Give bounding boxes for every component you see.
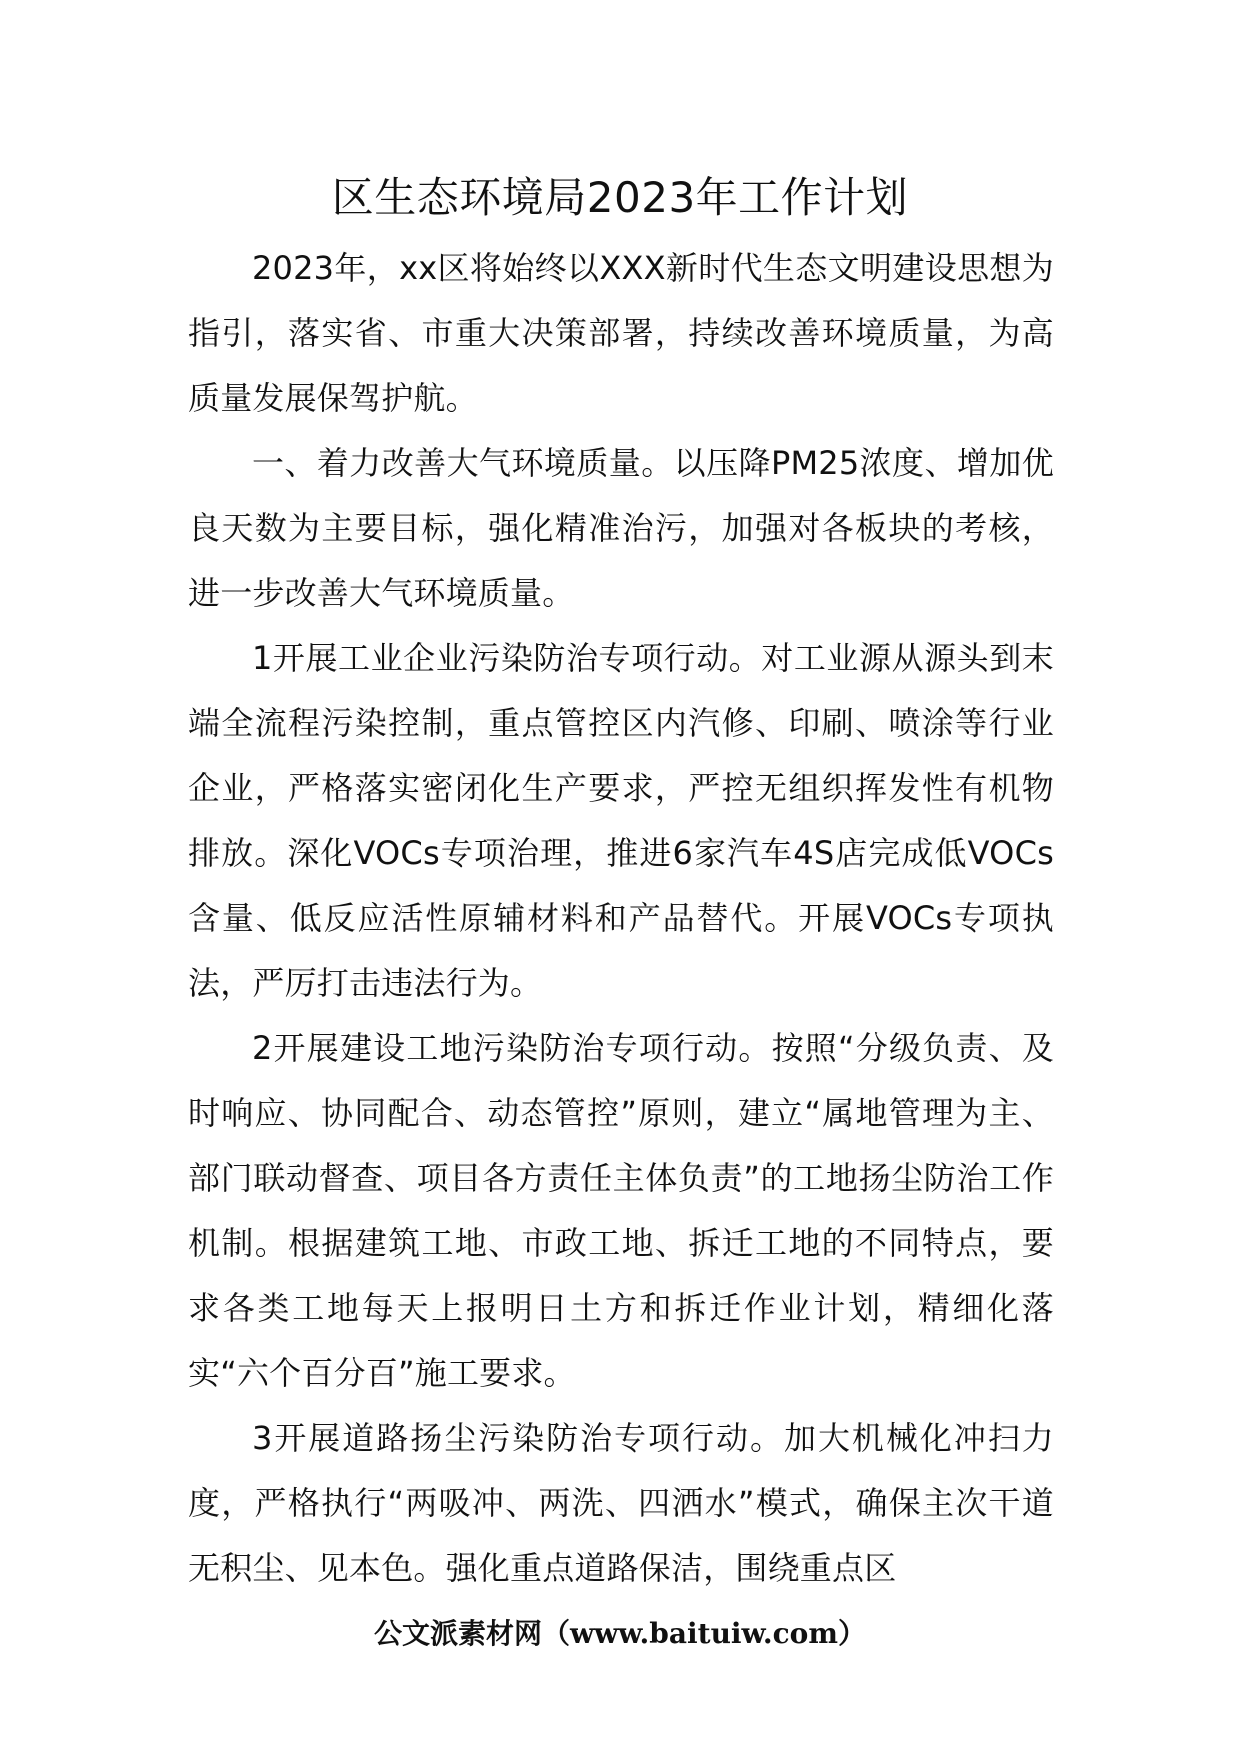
paragraph-item-3: 3开展道路扬尘污染防治专项行动。加大机械化冲扫力度，严格执行“两吸冲、两洗、四洒水”模式，确保主次干道无积尘、见本色。强化重点道路保洁，围绕重点区 xyxy=(188,1419,1054,1587)
document-title: 区生态环境局2023年工作计划 xyxy=(331,173,909,222)
paragraph-intro: 2023年，xx区将始终以XXX新时代生态文明建设思想为指引，落实省、市重大决策部署，持续改善环境质量，为高质量发展保驾护航。 xyxy=(188,249,1054,417)
paragraph-item-1: 1开展工业企业污染防治专项行动。对工业源从源头到末端全流程污染控制，重点管控区内汽修、印刷、喷涂等行业企业，严格落实密闭化生产要求，严控无组织挥发性有机物排放。深化VOCs专项治理，推进6家汽车4S店完成低VOCs含量、低反应活性原辅材料和产品替代。开展VOCs专项执法，严厉打击违法行为。 xyxy=(188,639,1054,1002)
footer-watermark: 公文派素材网（www.baituiw.com） xyxy=(374,1617,866,1650)
paragraph-section-1: 一、着力改善大气环境质量。以压降PM25浓度、增加优良天数为主要目标，强化精准治污，加强对各板块的考核，进一步改善大气环境质量。 xyxy=(188,444,1054,612)
paragraph-item-2: 2开展建设工地污染防治专项行动。按照“分级负责、及时响应、协同配合、动态管控”原则，建立“属地管理为主、部门联动督查、项目各方责任主体负责”的工地扬尘防治工作机制。根据建筑工地、市政工地、拆迁工地的不同特点，要求各类工地每天上报明日土方和拆迁作业计划，精细化落实“六个百分百”施工要求。 xyxy=(188,1029,1054,1392)
document-body xyxy=(188,236,1054,1601)
